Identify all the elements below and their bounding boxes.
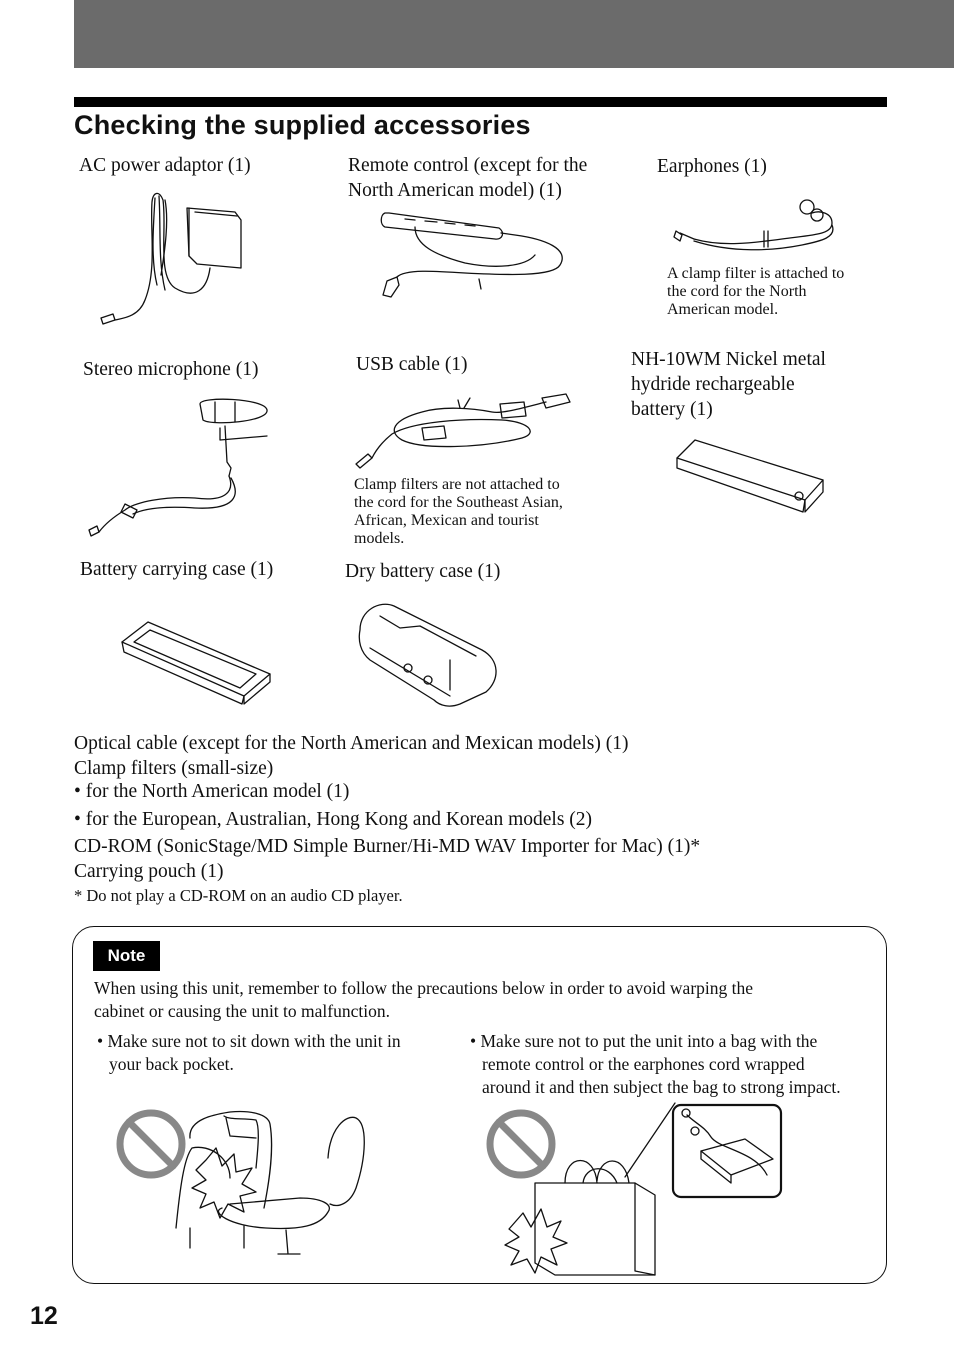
earphones-label: Earphones (1) bbox=[657, 156, 767, 177]
optical-cable-item: Optical cable (except for the North American and Mexican models) (1) bbox=[74, 733, 629, 754]
section-rule bbox=[74, 97, 887, 107]
usb-note: Clamp filters are not attached to the cord for the Southeast Asian, African, Mexican and tourist models. bbox=[354, 476, 563, 547]
dry-battery-case-illustration bbox=[350, 600, 500, 710]
bag-impact-illustration bbox=[505, 1103, 785, 1278]
clamp-filters-item: Clamp filters (small-size) bbox=[74, 758, 274, 779]
note-precaution-bag: • Make sure not to put the unit into a bag with the remote control or the earphones cord wrapped around it and then subject the bag to strong impact. bbox=[470, 1031, 841, 1097]
battery-label: NH-10WM Nickel metal hydride rechargeable battery (1) bbox=[631, 349, 826, 420]
earphones-note: A clamp filter is attached to the cord for the North American model. bbox=[667, 265, 845, 318]
header-bar bbox=[74, 0, 954, 68]
cdrom-footnote: * Do not play a CD-ROM on an audio CD player. bbox=[74, 886, 403, 905]
section-title: Checking the supplied accessories bbox=[74, 110, 531, 140]
cdrom-item: CD-ROM (SonicStage/MD Simple Burner/Hi-MD WAV Importer for Mac) (1)* bbox=[74, 836, 701, 857]
dry-battery-case-label: Dry battery case (1) bbox=[345, 561, 501, 582]
stereo-microphone-illustration bbox=[85, 392, 270, 542]
remote-control-illustration bbox=[375, 205, 570, 305]
remote-label: Remote control (except for the North American model) (1) bbox=[348, 155, 588, 201]
usb-cable-label: USB cable (1) bbox=[356, 354, 468, 375]
microphone-label: Stereo microphone (1) bbox=[83, 359, 259, 380]
clamp-bullet-na: • for the North American model (1) bbox=[74, 781, 350, 802]
earphones-illustration bbox=[672, 195, 847, 260]
page-number: 12 bbox=[30, 1302, 58, 1330]
ac-adaptor-illustration bbox=[95, 190, 255, 335]
note-intro: When using this unit, remember to follow the precautions below in order to avoid warping the cabinet or causing the unit to malfunction. bbox=[94, 978, 754, 1021]
rechargeable-battery-illustration bbox=[675, 440, 825, 515]
usb-cable-illustration bbox=[352, 392, 577, 477]
ac-adaptor-label: AC power adaptor (1) bbox=[79, 155, 251, 176]
sitting-pocket-illustration bbox=[170, 1108, 375, 1260]
battery-carrying-case-illustration bbox=[120, 620, 275, 705]
carrying-pouch-item: Carrying pouch (1) bbox=[74, 861, 224, 882]
note-badge: Note bbox=[93, 941, 160, 971]
note-precaution-pocket: • Make sure not to sit down with the unit in your back pocket. bbox=[97, 1031, 401, 1074]
battery-case-label: Battery carrying case (1) bbox=[80, 559, 274, 580]
clamp-bullet-eu: • for the European, Australian, Hong Kong and Korean models (2) bbox=[74, 809, 593, 830]
